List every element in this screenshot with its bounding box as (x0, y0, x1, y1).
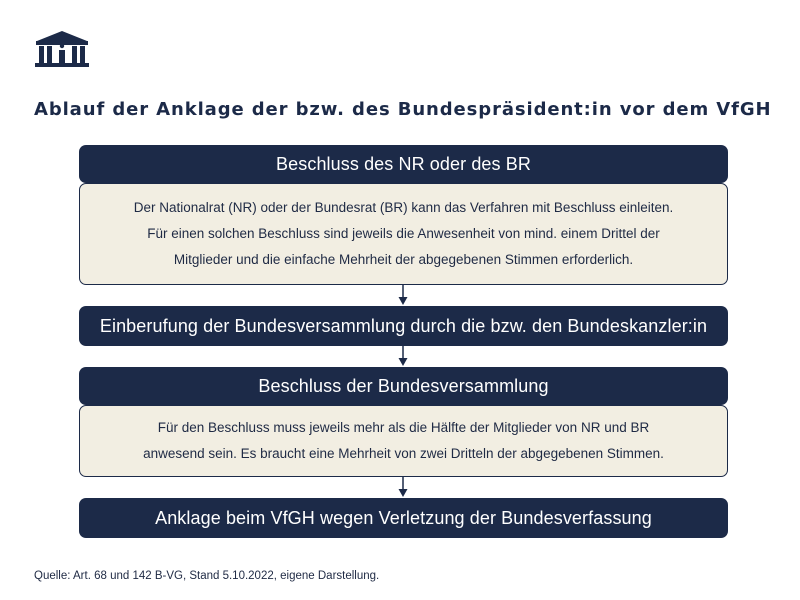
step-3-line: anwesend sein. Es braucht eine Mehrheit von zwei Dritteln der abgegebenen Stimmen. (143, 446, 664, 461)
step-3-description (79, 405, 728, 477)
step-3-title: Beschluss der Bundesversammlung (79, 367, 728, 405)
flow-step-3 (79, 367, 728, 477)
parliament-building-icon (34, 28, 90, 68)
flow-step-1 (79, 145, 728, 285)
step-2-title: Einberufung der Bundesversammlung durch die bzw. den Bundeskanzler:in (79, 306, 728, 346)
arrow-down-icon (397, 477, 409, 498)
step-1-line: Mitglieder und die einfache Mehrheit der abgegebenen Stimmen erforderlich. (173, 252, 634, 267)
step-1-title: Beschluss des NR oder des BR (79, 145, 728, 183)
step-1-line: Der Nationalrat (NR) oder der Bundesrat (BR) kann das Verfahren mit Beschluss einleiten. (133, 200, 674, 215)
step-3-line: Für den Beschluss muss jeweils mehr als die Hälfte der Mitglieder von NR und BR (157, 420, 650, 435)
step-4-title: Anklage beim VfGH wegen Verletzung der Bundesverfassung (79, 498, 728, 538)
step-1-line: Für einen solchen Beschluss sind jeweils die Anwesenheit von mind. einem Drittel der (147, 226, 660, 241)
page-title: Ablauf der Anklage der bzw. des Bundespräsident:in vor dem VfGH (34, 99, 772, 120)
arrow-down-icon (397, 285, 409, 306)
step-1-description (79, 183, 728, 285)
flow-step-4 (79, 498, 728, 538)
flow-step-2 (79, 306, 728, 346)
arrow-down-icon (397, 346, 409, 367)
source-note: Quelle: Art. 68 und 142 B-VG, Stand 5.10.2022, eigene Darstellung. (34, 570, 380, 582)
